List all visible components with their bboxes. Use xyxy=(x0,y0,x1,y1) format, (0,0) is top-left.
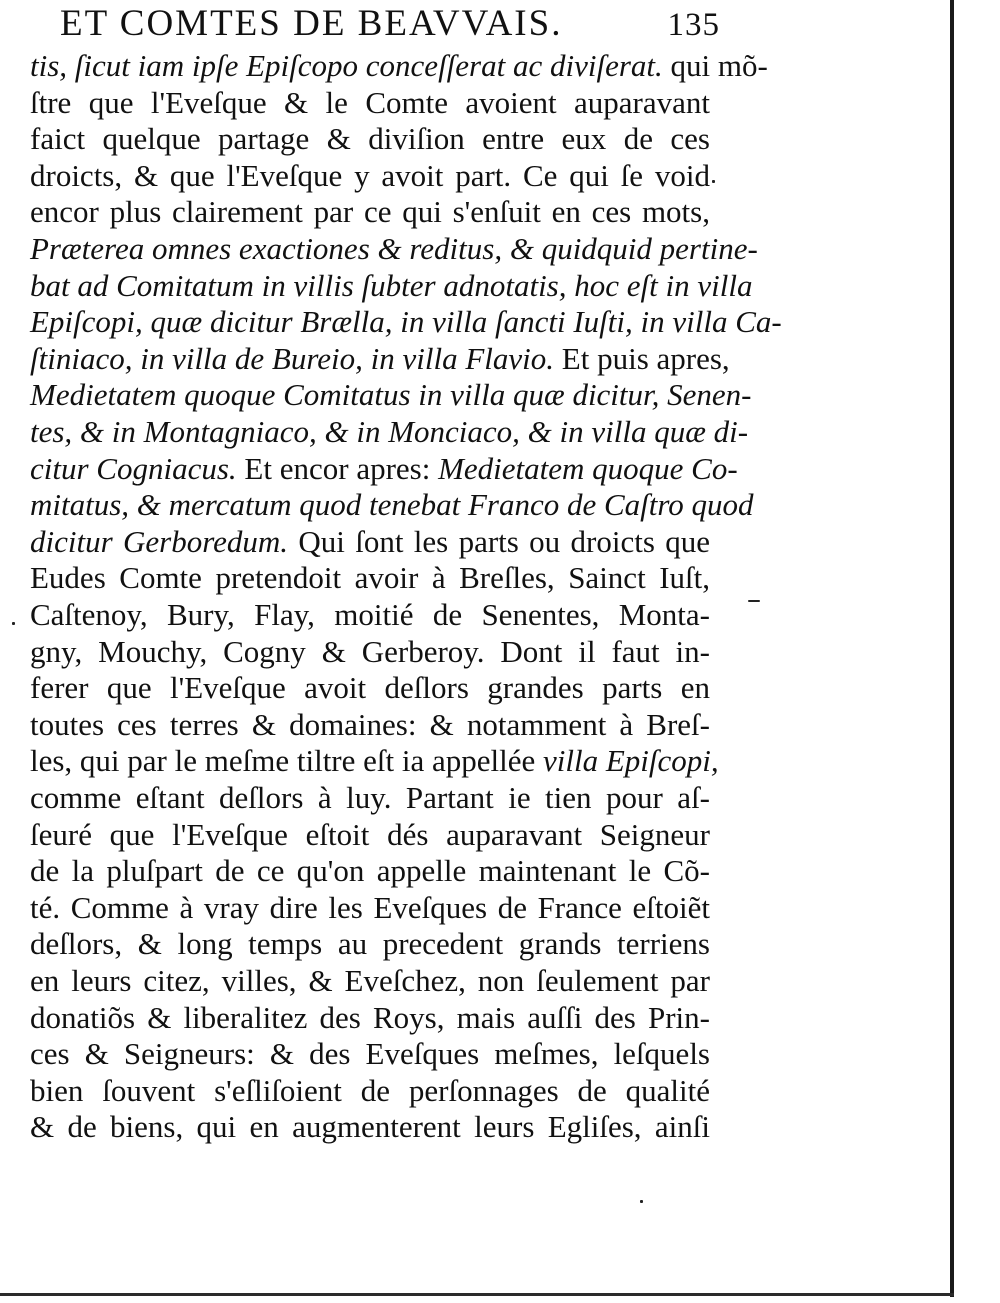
latin-quotation: Medietatem quoque Co- xyxy=(438,451,738,486)
latin-quotation: citur Cogniacus. xyxy=(30,451,237,486)
latin-quotation: bat ad Comitatum in villis ſubter adnotatis, hoc eſt in villa xyxy=(30,268,753,303)
text-line xyxy=(30,341,730,377)
latin-quotation: Epiſcopi, quæ dicitur Brælla, in villa ſancti Iuſti, in villa Ca- xyxy=(30,304,782,339)
ink-speck xyxy=(640,1200,643,1203)
text-line xyxy=(30,1000,710,1036)
text-line xyxy=(30,1109,710,1145)
text-line xyxy=(30,231,758,267)
latin-quotation: tis, ſicut iam ipſe Epiſcopo conceſſerat ac diviſerat. xyxy=(30,48,663,83)
latin-quotation: ſtiniaco, in villa de Bureio, in villa Flavio. xyxy=(30,341,555,376)
page-bottom-edge xyxy=(0,1293,954,1296)
page-edge-shadow xyxy=(950,0,954,1297)
french-text: Qui ſont les parts ou droicts que xyxy=(288,524,710,559)
text-line xyxy=(30,597,710,633)
text-line xyxy=(30,1073,710,1109)
text-line xyxy=(30,121,710,157)
text-line xyxy=(30,963,710,999)
text-line xyxy=(30,377,752,413)
latin-quotation: mitatus, & mercatum quod tenebat Franco de Caſtro quod xyxy=(30,487,754,522)
text-line xyxy=(30,743,719,779)
french-text: Caſtenoy, Bury, Flay, moitié de Senentes, Monta- xyxy=(30,597,710,632)
ink-speck xyxy=(748,600,760,602)
french-text: faict quelque partage & diviſion entre eux de ces xyxy=(30,121,710,156)
french-text: Eudes Comte pretendoit avoir à Breſles, Sainct Iuſt, xyxy=(30,560,710,595)
french-text: Et encor apres: xyxy=(236,451,439,486)
text-line xyxy=(30,853,710,889)
text-line xyxy=(30,670,710,706)
page-number: 135 xyxy=(667,7,720,43)
text-line xyxy=(30,634,710,670)
french-text: ſeuré que l'Eveſque eſtoit dés auparavant Seigneur xyxy=(30,817,710,852)
french-text: bien ſouvent s'eſliſoient de perſonnages de qualité xyxy=(30,1073,710,1108)
french-text: en leurs citez, villes, & Eveſchez, non ſeulement par xyxy=(30,963,710,998)
french-text: gny, Mouchy, Cogny & Gerberoy. Dont il faut in- xyxy=(30,634,710,669)
ink-speck xyxy=(712,180,715,183)
french-text: donatiõs & liberalitez des Roys, mais auſſi des Prin- xyxy=(30,1000,710,1035)
text-line xyxy=(30,451,738,487)
text-line xyxy=(30,1036,710,1072)
text-line xyxy=(30,707,710,743)
latin-quotation: Præterea omnes exactiones & reditus, & quidquid pertine- xyxy=(30,231,758,266)
french-text: droicts, & que l'Eveſque y avoit part. Ce qui ſe void xyxy=(30,158,710,193)
french-text: qui mõ- xyxy=(662,48,768,83)
page-header xyxy=(60,2,720,46)
text-line xyxy=(30,890,710,926)
french-text: deſlors, & long temps au precedent grands terriens xyxy=(30,926,710,961)
french-text: ſtre que l'Eveſque & le Comte avoient auparavant xyxy=(30,85,710,120)
text-line xyxy=(30,85,710,121)
french-text: de la pluſpart de ce qu'on appelle maintenant le Cõ- xyxy=(30,853,710,888)
text-line xyxy=(30,560,710,596)
french-text: encor plus clairement par ce qui s'enſuit en ces mots, xyxy=(30,194,710,229)
french-text: & de biens, qui en augmenterent leurs Egliſes, ainſi xyxy=(30,1109,710,1144)
latin-quotation: Medietatem quoque Comitatus in villa quæ dicitur, Senen- xyxy=(30,377,752,412)
text-line xyxy=(30,48,768,84)
running-title: ET COMTES DE BEAVVAIS. xyxy=(60,3,563,44)
latin-quotation: dicitur Gerboredum. xyxy=(30,524,289,559)
french-text: toutes ces terres & domaines: & notamment à Breſ- xyxy=(30,707,710,742)
text-line xyxy=(30,487,754,523)
latin-quotation: villa Epiſcopi, xyxy=(543,743,719,778)
text-line xyxy=(30,414,749,450)
text-line xyxy=(30,524,710,560)
text-line xyxy=(30,780,710,816)
text-line xyxy=(30,304,782,340)
text-line xyxy=(30,158,710,194)
text-line xyxy=(30,194,710,230)
french-text: les, qui par le meſme tiltre eſt ia appellée xyxy=(30,743,544,778)
text-line xyxy=(30,817,710,853)
text-line xyxy=(30,268,753,304)
french-text: comme eſtant deſlors à luy. Partant ie tien pour aſ- xyxy=(30,780,710,815)
french-text: Et puis apres, xyxy=(554,341,730,376)
text-line xyxy=(30,926,710,962)
french-text: té. Comme à vray dire les Eveſques de France eſtoiẽt xyxy=(30,890,710,925)
latin-quotation: tes, & in Montagniaco, & in Monciaco, & in villa quæ di- xyxy=(30,414,749,449)
french-text: ferer que l'Eveſque avoit deſlors grandes parts en xyxy=(30,670,710,705)
french-text: ces & Seigneurs: & des Eveſques meſmes, leſquels xyxy=(30,1036,710,1071)
ink-speck xyxy=(12,622,15,625)
